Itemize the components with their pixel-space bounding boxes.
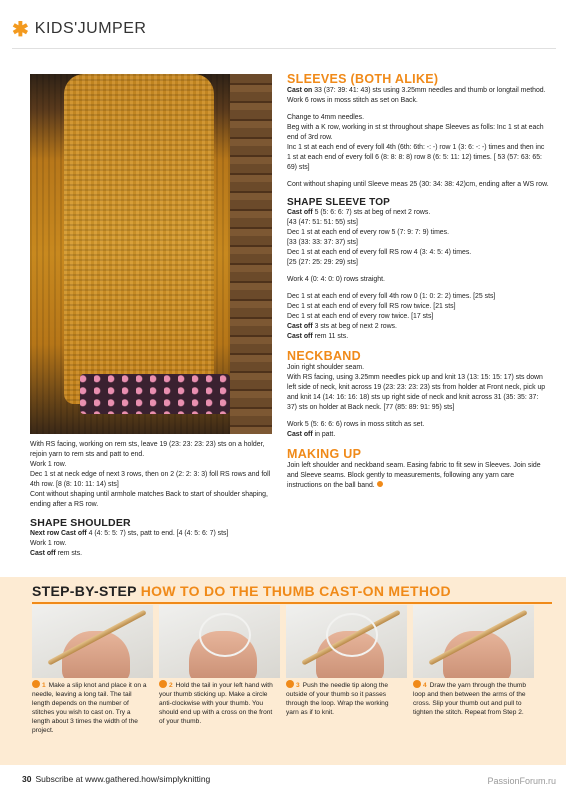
body-text: Cast on 33 (37: 39: 41: 43) sts using 3.25mm needles and thumb or longtail method. (287, 87, 546, 94)
header-divider (12, 48, 556, 49)
body-text: Work 4 (0: 4: 0: 0) rows straight. (287, 276, 385, 283)
body-text: Cast off 3 sts at beg of next 2 rows. (287, 323, 397, 330)
step-number-icon (286, 680, 294, 688)
step-text-4: 4 Draw the yarn through the thumb loop and then between the arms of the cross. Slip your thumb out and pull to tighten the stitch. Repeat from Step 2. (413, 682, 527, 716)
body-text: Dec 1 st at each end of every foll RS row twice. [21 sts] (287, 303, 456, 310)
step-number-icon (159, 680, 167, 688)
body-text: Cast off rem 11 sts. (287, 333, 349, 340)
watermark: PassionForum.ru (487, 776, 556, 786)
body-text: With RS facing, using 3.25mm needles pick up and knit 13 (13: 15: 15: 17) sts down left side of neck, knit across 19 (23: 23: 23: 23) sts from holder at Front neck, pick up and knit 14 (14: 16: 16: 18) sts up right side of neck and knit across 31 (35: 35: 37: 37) sts on holder at Back neck. [77 (85: 89: 91: 95) sts] (287, 374, 546, 411)
step-by-step-title: STEP-BY-STEP HOW TO DO THE THUMB CAST-ON METHOD (32, 583, 451, 599)
yarn-loop (326, 613, 378, 657)
body-text: [25 (27: 25: 29: 29) sts] (287, 259, 358, 266)
right-column (287, 72, 549, 491)
bold-term: Cast off (287, 209, 313, 216)
body-text: Cast off rem sts. (30, 550, 83, 557)
body-text: Dec 1 st at each end of every foll RS row 4 (3: 4: 5: 4) times. (287, 249, 472, 256)
step-text-3: 3 Push the needle tip along the outside of your thumb so it passes through the loop. Wrap the working yarn as if to knit. (286, 682, 389, 716)
end-mark-icon (377, 481, 383, 487)
step-number: 3 (296, 682, 300, 689)
step-photo-3 (286, 605, 407, 678)
step-photo-4 (413, 605, 534, 678)
bold-term: Next row Cast off (30, 530, 87, 537)
body-text: Join right shoulder seam. (287, 364, 364, 371)
step-photo-2 (159, 605, 280, 678)
bold-term: Cast on (287, 87, 313, 94)
step-photo-1 (32, 605, 153, 678)
body-text: Dec 1 st at each end of every row 5 (7: 9: 7: 9) times. (287, 229, 450, 236)
bold-term: Cast off (287, 333, 313, 340)
bold-term: Cast off (30, 550, 56, 557)
body-text: Cast off 5 (5: 6: 6: 7) sts at beg of next 2 rows. (287, 209, 431, 216)
body-text: With RS facing, working on rem sts, leave 19 (23: 23: 23: 23) sts on a holder, rejoin yarn to rem sts and patt to end. (30, 441, 265, 458)
body-text: Beg with a K row, working in st st throughout shape Sleeves as folls: Inc 1 st at each end of 3rd row. (287, 124, 544, 141)
floral-cuff (80, 374, 230, 414)
body-text: Work 5 (5: 6: 6: 6) rows in moss stitch as set. (287, 421, 425, 428)
making-up-heading: MAKING UP (287, 447, 362, 461)
step-number: 2 (169, 682, 173, 689)
yarn-loop (199, 613, 251, 657)
step-number-icon (413, 680, 421, 688)
body-text: Change to 4mm needles. (287, 114, 364, 121)
step-number-icon (32, 680, 40, 688)
subscribe-link[interactable]: Subscribe at www.gathered.how/simplyknitting (35, 774, 211, 784)
shape-shoulder-heading: SHAPE SHOULDER (30, 517, 131, 529)
page-number: 30 (22, 774, 32, 784)
step-text-2: 2 Hold the tail in your left hand with your thumb sticking up. Make a circle anti-clockwise with your thumb. You should end up with a cross on the front of your thumb. (159, 682, 273, 725)
body-text: Cont without shaping until armhole matches Back to start of shoulder shaping, ending after a RS row. (30, 491, 268, 508)
step-text-1: 1 Make a slip knot and place it on a needle, leaving a long tail. The tail length depends on the number of stitches you wish to cast on. Try a length about 3 times the width of the project. (32, 682, 147, 734)
left-column (30, 440, 272, 559)
body-text: [43 (47: 51: 51: 55) sts] (287, 219, 358, 226)
page-footer (22, 774, 210, 784)
jumper-sleeve-photo (30, 74, 272, 434)
shape-sleeve-top-heading: SHAPE SLEEVE TOP (287, 197, 391, 208)
body-text: Cont without shaping until Sleeve meas 25 (30: 34: 38: 42)cm, ending after a WS row. (287, 181, 549, 188)
step-number: 4 (423, 682, 427, 689)
step-title-rule (32, 602, 552, 604)
knitted-sleeve (64, 74, 214, 404)
body-text: Inc 1 st at each end of every foll 4th (6th: 6th: -: -) row 1 (3: 6: -: -) times and then inc 1 st at each end of every foll 6 (8: 8: 8: 8) row 8 (6: 5: 11: 12) times. [ 53 (57: 63: 65: 69) sts] (287, 144, 545, 171)
body-text: Work 6 rows in moss stitch as set on Back. (287, 97, 418, 104)
body-text: Dec 1 st at each end of every row twice. [17 sts] (287, 313, 434, 320)
body-text: Cast off in patt. (287, 431, 336, 438)
bold-term: Cast off (287, 431, 313, 438)
body-text: Join left shoulder and neckband seam. Easing fabric to fit sew in Sleeves. Join side and Sleeve seams. Block gently to measurements, following any yarn care instructions on the ball band. (287, 462, 541, 489)
body-text: Work 1 row. (30, 540, 67, 547)
section-title: KIDS'JUMPER (34, 20, 147, 37)
body-text: Dec 1 st at neck edge of next 3 rows, then on 2 (2: 2: 3: 3) foll RS rows and foll 4th row. [8 (8: 10: 11: 14) sts] (30, 471, 271, 488)
step-number: 1 (42, 682, 46, 689)
neckband-heading: NECKBAND (287, 349, 361, 363)
body-text: Next row Cast off 4 (4: 5: 5: 7) sts, patt to end. [4 (4: 5: 6: 7) sts] (30, 530, 229, 537)
body-text: [33 (33: 33: 37: 37) sts] (287, 239, 358, 246)
body-text: Work 1 row. (30, 461, 67, 468)
bold-term: Cast off (287, 323, 313, 330)
section-header (12, 18, 146, 40)
asterisk-icon: ✱ (12, 18, 29, 41)
wooden-background (230, 74, 272, 434)
body-text: Dec 1 st at each end of every foll 4th row 0 (1: 0: 2: 2) times. [25 sts] (287, 293, 496, 300)
sleeves-heading: SLEEVES (BOTH ALIKE) (287, 72, 439, 86)
